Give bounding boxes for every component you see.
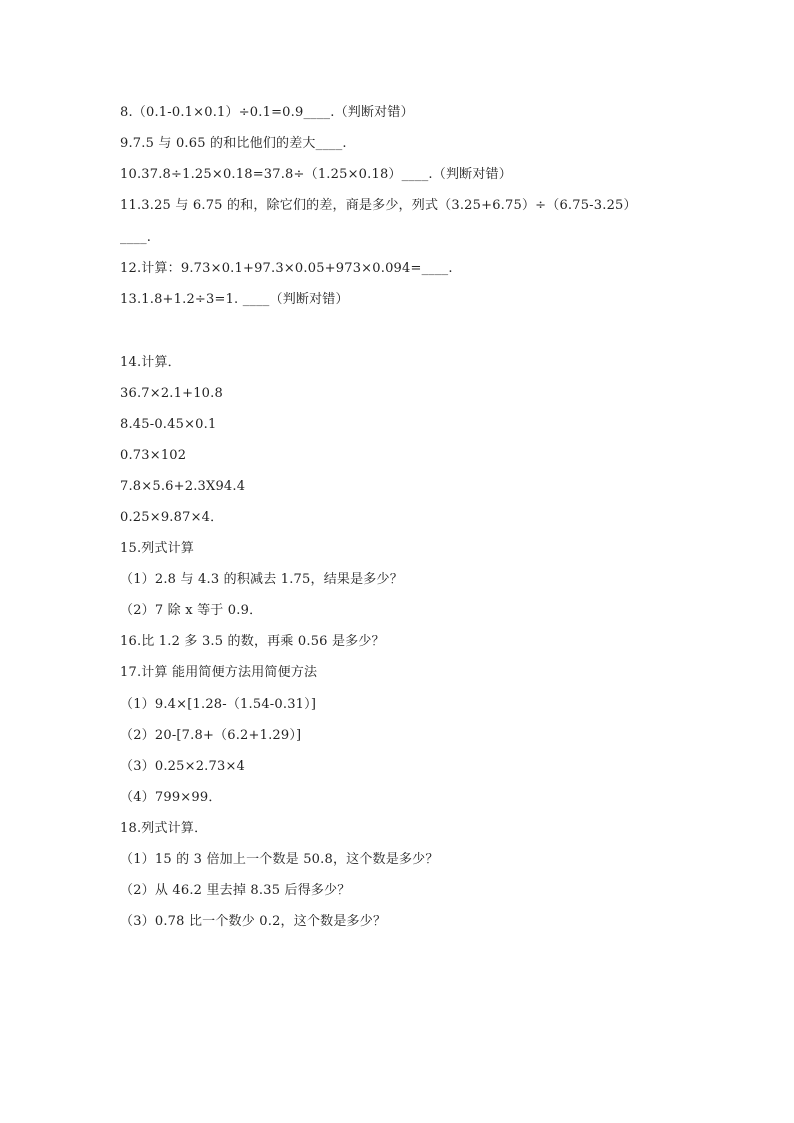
question-18-part: （3）0.78 比一个数少 0.2，这个数是多少？: [120, 914, 387, 929]
question-14-title: 14.计算．: [120, 355, 181, 370]
question-18-title: 18.列式计算．: [120, 821, 208, 836]
question-13: 13.1.8+1.2÷3=1. ____（判断对错）: [120, 292, 349, 307]
question-14-item: 7.8×5.6+2.3X94.4: [120, 479, 246, 494]
question-15-part: （2）7 除 x 等于 0.9．: [120, 603, 263, 618]
question-17-part: （3）0.25×2.73×4: [120, 759, 246, 774]
question-9: 9.7.5 与 0.65 的和比他们的差大____.: [120, 136, 347, 151]
question-17-part: （4）799×99．: [120, 790, 222, 805]
question-14-item: 0.73×102: [120, 448, 187, 463]
question-8: 8.（0.1-0.1×0.1）÷0.1=0.9____.（判断对错）: [120, 105, 414, 120]
question-12: 12.计算：9.73×0.1+97.3×0.05+973×0.094=____.: [120, 261, 453, 276]
question-17-title: 17.计算 能用简便方法用简便方法: [120, 665, 318, 680]
question-15-part: （1）2.8 与 4.3 的积减去 1.75，结果是多少？: [120, 572, 403, 587]
question-14-item: 36.7×2.1+10.8: [120, 386, 223, 401]
question-17-part: （2）20-[7.8+（6.2+1.29）]: [120, 728, 302, 743]
question-11-blank: ____.: [120, 230, 152, 245]
question-14-item: 0.25×9.87×4．: [120, 510, 224, 525]
question-15-title: 15.列式计算: [120, 541, 195, 556]
question-14-item: 8.45-0.45×0.1: [120, 417, 217, 432]
question-10: 10.37.8÷1.25×0.18=37.8÷（1.25×0.18）____.（判断对错）: [120, 167, 512, 182]
question-16: 16.比 1.2 多 3.5 的数，再乘 0.56 是多少？: [120, 634, 385, 649]
question-11: 11.3.25 与 6.75 的和，除它们的差，商是多少，列式（3.25+6.75）÷（6.75-3.25）: [120, 198, 637, 213]
question-18-part: （1）15 的 3 倍加上一个数是 50.8，这个数是多少？: [120, 852, 439, 867]
question-17-part: （1）9.4×[1.28-（1.54-0.31）]: [120, 697, 317, 712]
question-18-part: （2）从 46.2 里去掉 8.35 后得多少？: [120, 883, 351, 898]
